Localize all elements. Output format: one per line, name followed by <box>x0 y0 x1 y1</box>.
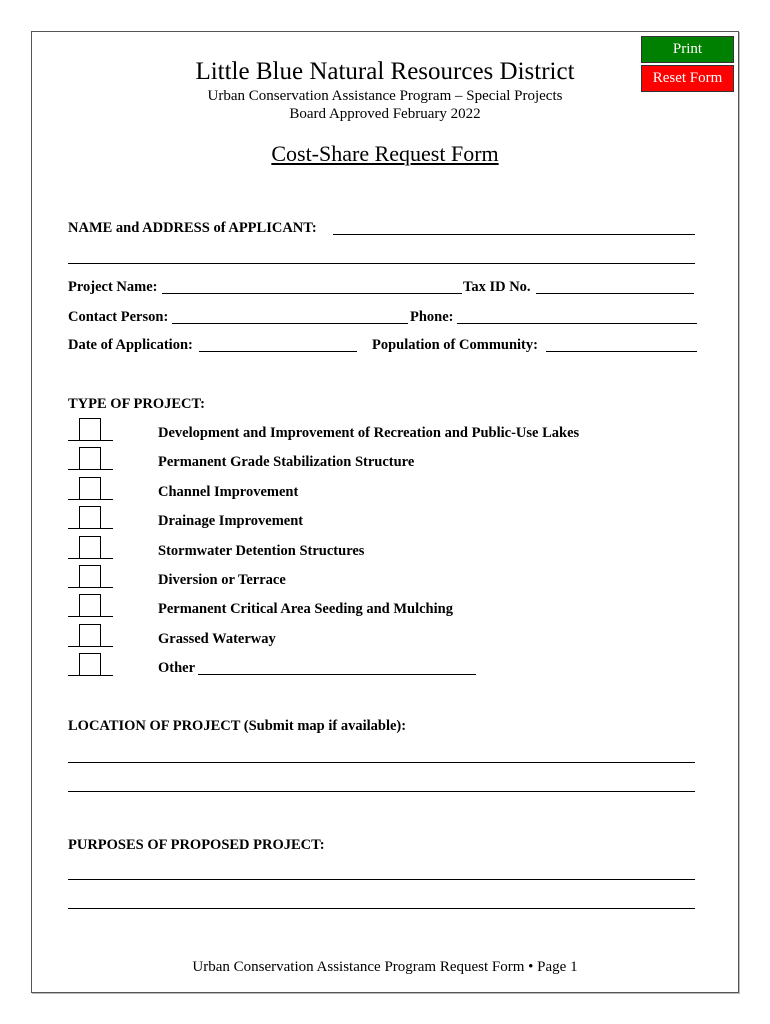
project-type-checkbox[interactable] <box>79 536 101 559</box>
other-project-field[interactable] <box>198 674 476 675</box>
project-type-label: Development and Improvement of Recreation and Public-Use Lakes <box>158 425 580 441</box>
purposes-field-line-2[interactable] <box>68 908 695 909</box>
project-type-label: Drainage Improvement <box>158 513 304 529</box>
purposes-heading: PURPOSES OF PROPOSED PROJECT: <box>68 837 325 853</box>
project-type-label: Other <box>158 660 196 676</box>
contact-person-label: Contact Person: <box>68 309 169 325</box>
project-type-label: Diversion or Terrace <box>158 572 286 588</box>
population-field[interactable] <box>546 351 697 352</box>
project-type-label: Permanent Critical Area Seeding and Mulching <box>158 601 453 617</box>
project-type-label: Stormwater Detention Structures <box>158 543 365 559</box>
name-address-field-line-2[interactable] <box>68 263 695 264</box>
name-address-field[interactable] <box>333 234 695 235</box>
location-heading: LOCATION OF PROJECT (Submit map if available): <box>68 718 407 734</box>
project-type-checkbox[interactable] <box>79 624 101 647</box>
project-type-checkbox[interactable] <box>79 653 101 676</box>
tax-id-field[interactable] <box>536 293 694 294</box>
program-subtitle: Urban Conservation Assistance Program – Special Projects <box>207 88 563 104</box>
project-name-label: Project Name: <box>68 279 158 295</box>
name-address-label: NAME and ADDRESS of APPLICANT: <box>68 220 317 236</box>
page-footer: Urban Conservation Assistance Program Request Form • Page 1 <box>192 959 578 975</box>
tax-id-label: Tax ID No. <box>463 279 531 295</box>
print-button[interactable]: Print <box>641 36 734 63</box>
project-type-label: Channel Improvement <box>158 484 299 500</box>
purposes-field-line-1[interactable] <box>68 879 695 880</box>
project-name-field[interactable] <box>162 293 462 294</box>
project-type-checkbox[interactable] <box>79 594 101 617</box>
contact-person-field[interactable] <box>172 323 408 324</box>
project-type-label: Permanent Grade Stabilization Structure <box>158 454 415 470</box>
approval-subtitle: Board Approved February 2022 <box>289 106 481 122</box>
project-type-checkbox[interactable] <box>79 477 101 500</box>
project-type-checkbox[interactable] <box>79 447 101 470</box>
project-type-checkbox[interactable] <box>79 506 101 529</box>
project-type-label: Grassed Waterway <box>158 631 276 647</box>
page-title: Little Blue Natural Resources District <box>195 58 575 85</box>
date-field[interactable] <box>199 351 357 352</box>
date-label: Date of Application: <box>68 337 193 353</box>
reset-form-button[interactable]: Reset Form <box>641 65 734 92</box>
phone-label: Phone: <box>410 309 454 325</box>
location-field-line-2[interactable] <box>68 791 695 792</box>
form-title: Cost-Share Request Form <box>271 141 499 166</box>
population-label: Population of Community: <box>372 337 538 353</box>
phone-field[interactable] <box>457 323 697 324</box>
location-field-line-1[interactable] <box>68 762 695 763</box>
project-type-checkbox[interactable] <box>79 418 101 441</box>
project-type-checkbox[interactable] <box>79 565 101 588</box>
type-of-project-heading: TYPE OF PROJECT: <box>68 396 205 412</box>
